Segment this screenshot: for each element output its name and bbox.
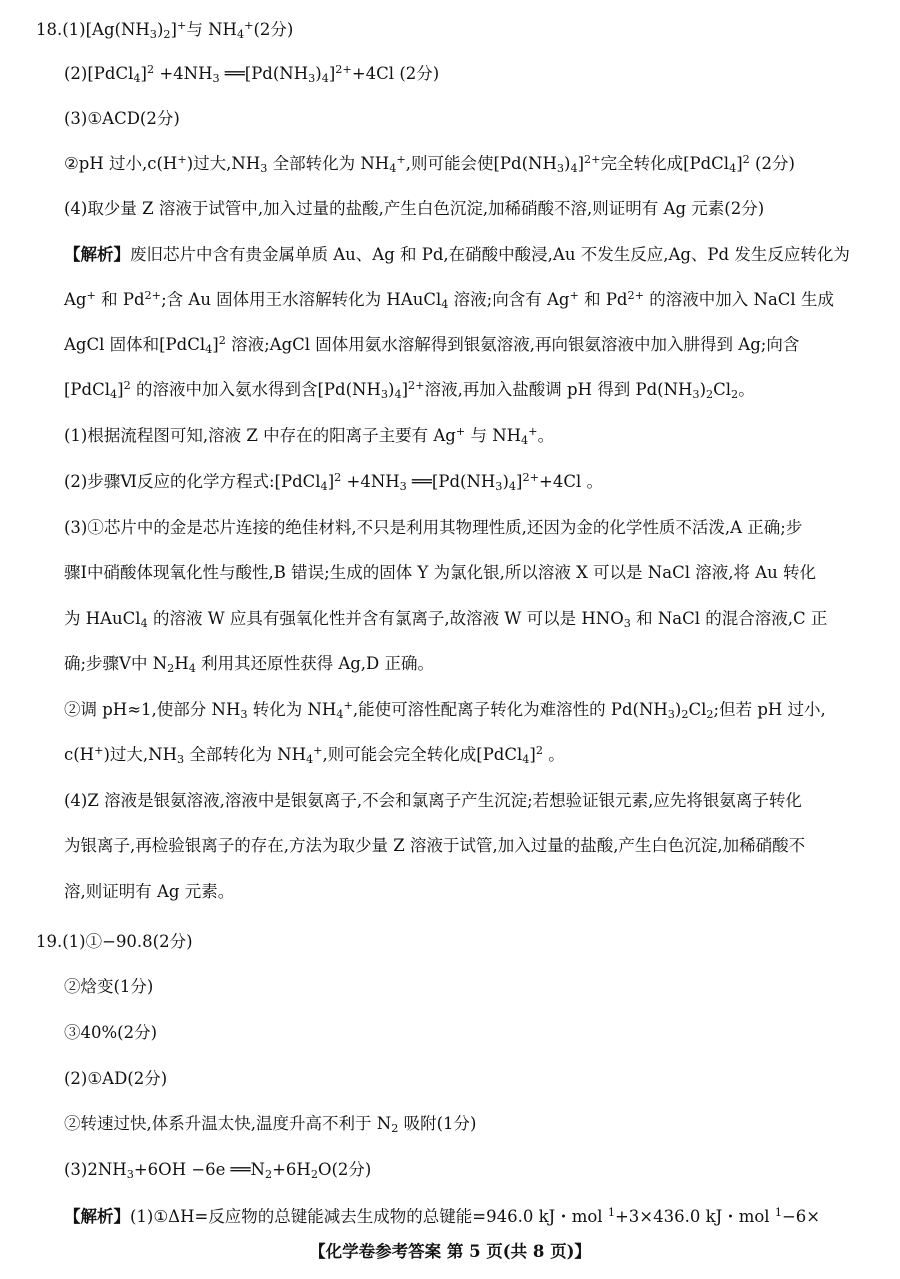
superscript: +	[528, 424, 538, 438]
text-segment: )	[564, 154, 571, 173]
subscript: 2	[706, 388, 714, 402]
text-segment: ]	[516, 472, 523, 491]
subscript: 2	[391, 1122, 399, 1136]
text-segment: ]	[577, 154, 585, 173]
text-segment: 全部转化为 NH	[267, 154, 390, 173]
text-segment: 废旧芯片中含有贵金属单质 Au、Ag 和 Pd,在硝酸中酸浸,Au 不发生反应,Ag、Pd 发生反应转化为	[130, 245, 850, 264]
text-segment: O(2分)	[317, 1160, 372, 1179]
superscript: +	[86, 288, 96, 302]
subscript: 4	[305, 753, 314, 767]
text-segment: (4)取少量 Z 溶液于试管中,加入过量的盐酸,产生白色沉淀,加稀硝酸不溶,则证明有 Ag 元素(2分)	[64, 199, 765, 218]
subscript: 4	[729, 162, 737, 176]
text-segment: H	[174, 654, 189, 673]
text-line	[0, 1112, 900, 1136]
subscript: 2	[731, 388, 739, 402]
text-segment: 溶液;AgCl 固体用氨水溶解得到银氨溶液,再向银氨溶液中加入肼得到 Ag;向含	[225, 335, 800, 354]
superscript: 2	[742, 152, 750, 166]
text-line	[0, 1205, 900, 1229]
text-segment: ;含 Au 固体用王水溶解转化为 HAuCl	[161, 290, 442, 309]
subscript: 4	[236, 28, 245, 42]
text-segment: (2)步骤Ⅵ反应的化学方程式:[PdCl	[64, 472, 321, 491]
text-segment: ]	[327, 472, 335, 491]
text-segment: (2分)	[253, 20, 294, 39]
superscript: 1	[774, 1205, 782, 1219]
text-segment: Cl	[688, 700, 707, 719]
page-footer: 【化学卷参考答案 第 5 页(共 8 页)】	[309, 1242, 591, 1261]
subscript: 4	[508, 480, 517, 494]
text-line	[0, 930, 900, 954]
text-line	[0, 789, 900, 813]
text-segment: −6×	[781, 1207, 821, 1226]
subscript: 2	[167, 662, 175, 676]
text-segment: )	[502, 472, 509, 491]
subscript: 2	[706, 708, 714, 722]
text-line	[0, 1158, 900, 1182]
text-line	[0, 197, 900, 221]
text-segment: Cl	[713, 380, 732, 399]
text-segment: )过大,NH	[103, 745, 177, 764]
text-line	[0, 607, 900, 631]
subscript: 3	[308, 72, 316, 86]
text-segment: 与 NH	[186, 20, 237, 39]
text-segment: 转化为 NH	[247, 700, 337, 719]
text-segment: Ag	[64, 290, 87, 309]
text-segment: 为 HAuCl	[64, 609, 141, 628]
analysis-label: 【解析】	[64, 1207, 130, 1226]
text-line	[0, 424, 900, 448]
subscript: 3	[126, 1168, 134, 1182]
text-segment: 和 Pd	[95, 290, 145, 309]
text-segment: )	[699, 380, 706, 399]
text-segment: 吸附(1分)	[398, 1114, 477, 1133]
text-line	[0, 152, 900, 176]
superscript: 2+	[522, 470, 539, 484]
text-segment: 。	[738, 380, 755, 399]
text-segment: 溶液,再加入盐酸调 pH 得到 Pd(NH	[424, 380, 693, 399]
text-segment: ]	[140, 64, 147, 83]
text-segment: )	[156, 20, 164, 39]
text-segment: (2)①AD(2分)	[64, 1069, 168, 1088]
text-segment: 的溶液 W 应具有强氧化性并含有氯离子,故溶液 W 可以是 HNO	[147, 609, 624, 628]
text-segment: +4Cl (2分)	[351, 64, 440, 83]
subscript: 4	[570, 162, 578, 176]
text-line	[0, 834, 900, 858]
text-segment: ══[Pd(NH	[406, 472, 496, 491]
subscript: 3	[667, 708, 675, 722]
superscript: +	[176, 18, 187, 32]
text-segment: 完全转化成[PdCl	[600, 154, 730, 173]
text-segment: (2)[PdCl	[64, 64, 134, 83]
text-segment: 溶液;向含有 Ag	[448, 290, 570, 309]
text-segment: )过大,NH	[186, 154, 261, 173]
text-segment: 骤Ⅰ中硝酸体现氧化性与酸性,B 错误;生成的固体 Y 为氯化银,所以溶液 X 可以是 NaCl 溶液,将 Au 转化	[64, 563, 816, 582]
text-line	[0, 62, 900, 86]
text-segment: 19.(1)①−90.8(2分)	[36, 932, 193, 951]
superscript: +	[177, 152, 187, 166]
subscript: 4	[522, 753, 530, 767]
text-line	[0, 743, 900, 767]
text-line	[0, 1021, 900, 1045]
text-segment: )	[674, 700, 682, 719]
superscript: +	[569, 288, 579, 302]
subscript: 4	[321, 72, 329, 86]
superscript: 2+	[627, 288, 645, 302]
text-line	[0, 698, 900, 722]
subscript: 4	[389, 162, 397, 176]
text-segment: (1)①ΔH=反应物的总键能减去生成物的总键能=946.0 kJ・mol	[130, 1207, 608, 1226]
text-segment: (4)Z 溶液是银氨溶液,溶液中是银氨离子,不会和氯离子产生沉淀;若想验证银元素,应先将银氨离子转化	[64, 791, 802, 810]
text-line	[0, 516, 900, 540]
text-line	[0, 975, 900, 999]
subscript: 4	[133, 72, 141, 86]
text-segment: +4NH	[154, 64, 213, 83]
text-segment: ,则可能会使[Pd(NH	[405, 154, 557, 173]
subscript: 3	[380, 388, 388, 402]
subscript: 4	[188, 662, 196, 676]
text-segment: +6OH −6e ══N	[133, 1160, 265, 1179]
subscript: 3	[177, 753, 185, 767]
subscript: 3	[240, 708, 248, 722]
superscript: +	[313, 743, 323, 757]
text-segment: +4Cl 。	[539, 472, 603, 491]
subscript: 4	[441, 298, 449, 312]
text-segment: (3)①ACD(2分)	[64, 109, 180, 128]
text-segment: ]	[736, 154, 743, 173]
text-segment: ]	[117, 380, 124, 399]
text-segment: ②调 pH≈1,使部分 NH	[64, 700, 241, 719]
text-segment: ]	[212, 335, 219, 354]
subscript: 4	[320, 480, 328, 494]
text-segment: ,能使可溶性配离子转化为难溶性的 Pd(NH	[352, 700, 668, 719]
superscript: +	[244, 18, 254, 32]
text-segment: (2分)	[749, 154, 795, 173]
text-segment: ]	[328, 64, 336, 83]
superscript: 2	[218, 333, 226, 347]
text-line	[0, 1067, 900, 1091]
text-segment: ;但若 pH 过小,	[713, 700, 826, 719]
subscript: 3	[149, 28, 157, 42]
superscript: +	[94, 743, 104, 757]
text-segment: ③40%(2分)	[64, 1023, 158, 1042]
analysis-label: 【解析】	[64, 245, 130, 264]
subscript: 3	[495, 480, 503, 494]
text-line	[0, 880, 900, 904]
text-segment: 和 Pd	[578, 290, 628, 309]
superscript: +	[343, 698, 353, 712]
text-segment: 确;步骤Ⅴ中 N	[64, 654, 168, 673]
text-segment: ②pH 过小,c(H	[64, 154, 178, 173]
text-line	[0, 333, 900, 357]
subscript: 2	[264, 1168, 273, 1182]
subscript: 4	[336, 708, 344, 722]
text-segment: ,则可能会完全转化成[PdCl	[322, 745, 523, 764]
text-segment: 利用其还原性获得 Ag,D 正确。	[195, 654, 435, 673]
subscript: 4	[394, 388, 402, 402]
subscript: 3	[260, 162, 268, 176]
text-segment: 全部转化为 NH	[184, 745, 306, 764]
superscript: 2+	[584, 152, 601, 166]
text-segment: )	[388, 380, 395, 399]
text-line	[0, 470, 900, 494]
text-segment: 为银离子,再检验银离子的存在,方法为取少量 Z 溶液于试管,加入过量的盐酸,产生白色沉淀,加稀硝酸不	[64, 836, 806, 855]
text-segment: 的溶液中加入氨水得到含[Pd(NH	[130, 380, 381, 399]
text-segment: +6H	[272, 1160, 311, 1179]
text-segment: [PdCl	[64, 380, 111, 399]
superscript: 1	[607, 1205, 615, 1219]
text-segment: 18.(1)[Ag(NH	[36, 20, 150, 39]
text-segment: +4NH	[341, 472, 400, 491]
subscript: 4	[110, 388, 118, 402]
text-segment: +3×436.0 kJ・mol	[614, 1207, 775, 1226]
subscript: 4	[521, 434, 529, 448]
subscript: 2	[310, 1168, 318, 1182]
superscript: 2+	[144, 288, 162, 302]
subscript: 4	[140, 617, 148, 631]
text-segment: 和 NaCl 的混合溶液,C 正	[630, 609, 828, 628]
text-line	[0, 18, 900, 42]
superscript: 2+	[335, 62, 352, 76]
superscript: 2	[123, 378, 131, 392]
text-segment: ②转速过快,体系升温太快,温度升高不利于 N	[64, 1114, 392, 1133]
text-segment: 的溶液中加入 NaCl 生成	[644, 290, 834, 309]
text-segment: 与 NH	[465, 426, 522, 445]
subscript: 3	[556, 162, 565, 176]
text-segment: (1)根据流程图可知,溶液 Z 中存在的阳离子主要有 Ag	[64, 426, 456, 445]
text-segment: 。	[537, 426, 555, 445]
subscript: 2	[681, 708, 689, 722]
superscript: +	[396, 152, 406, 166]
subscript: 4	[205, 343, 213, 357]
text-line	[0, 243, 900, 267]
text-line	[0, 561, 900, 585]
text-segment: ]	[401, 380, 409, 399]
subscript: 2	[163, 28, 171, 42]
text-segment: )	[315, 64, 322, 83]
text-segment: (3)2NH	[64, 1160, 127, 1179]
subscript: 3	[692, 388, 700, 402]
text-line	[0, 107, 900, 131]
text-segment: (3)①芯片中的金是芯片连接的绝佳材料,不只是利用其物理性质,还因为金的化学性质不活泼,A 正确;步	[64, 518, 803, 537]
text-segment: ]	[529, 745, 536, 764]
text-line	[0, 288, 900, 312]
superscript: 2	[146, 62, 155, 76]
subscript: 3	[399, 480, 407, 494]
text-segment: ]	[170, 20, 177, 39]
subscript: 3	[212, 72, 220, 86]
text-segment: 溶,则证明有 Ag 元素。	[64, 882, 235, 901]
text-segment: 。	[542, 745, 565, 764]
text-line	[0, 378, 900, 402]
text-segment: ②焓变(1分)	[64, 977, 154, 996]
text-segment: AgCl 固体和[PdCl	[64, 335, 206, 354]
superscript: 2+	[408, 378, 425, 392]
text-segment: ══[Pd(NH	[219, 64, 309, 83]
superscript: 2	[535, 743, 543, 757]
subscript: 3	[623, 617, 631, 631]
text-segment: c(H	[64, 745, 95, 764]
superscript: +	[455, 424, 466, 438]
text-line	[0, 652, 900, 676]
superscript: 2	[334, 470, 342, 484]
